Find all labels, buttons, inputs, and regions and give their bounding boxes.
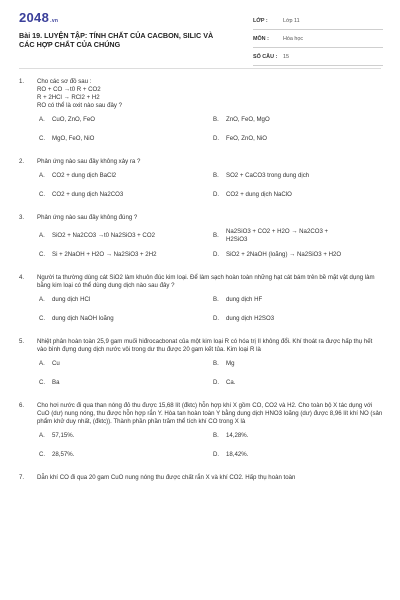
- question-text: Phản ứng nào sau đây không xảy ra ?: [37, 158, 141, 165]
- meta-class: [253, 15, 383, 30]
- question-1-options: [19, 116, 383, 154]
- question-4: [19, 274, 383, 290]
- question-number: 3.: [19, 214, 25, 221]
- question-6-options: [19, 432, 383, 470]
- meta-class-value: Lớp 11: [283, 18, 300, 24]
- question-6: [19, 402, 383, 426]
- option-a[interactable]: A. Cu: [39, 360, 60, 367]
- question-1: [19, 78, 383, 110]
- option-b[interactable]: B. 14,28%.: [213, 432, 249, 439]
- option-b[interactable]: B. Mg: [213, 360, 235, 367]
- meta-count: [253, 51, 383, 66]
- meta-count-label: SỐ CÂU :: [253, 54, 278, 60]
- question-number: 4.: [19, 274, 25, 281]
- question-text: Người ta thường dùng cát SiO2 làm khuôn đúc kim loại. Để làm sạch hoàn toàn những hạt cát bám trên bề mặt vật dụng làm bằng kim loại có thể dùng dung dịch nào sau đây ?: [37, 274, 375, 289]
- question-5-options: [19, 360, 383, 398]
- option-b[interactable]: B. SO2 + CaCO3 trong dung dịch: [213, 172, 310, 179]
- worksheet-header: [0, 0, 400, 64]
- option-a[interactable]: A. CuO, ZnO, FeO: [39, 116, 96, 123]
- option-d[interactable]: D. dung dịch H2SO3: [213, 315, 275, 322]
- question-2-options: [19, 172, 383, 210]
- option-d[interactable]: D. SiO2 + 2NaOH (loãng) → Na2SiO3 + H2O: [213, 251, 342, 258]
- option-c[interactable]: C. MgO, FeO, NiO: [39, 135, 95, 142]
- option-b[interactable]: B. Na2SiO3 + CO2 + H2O → Na2CO3 + H2SiO3: [213, 228, 329, 243]
- option-c[interactable]: C. CO2 + dung dịch Na2CO3: [39, 191, 124, 198]
- option-c[interactable]: C. dung dịch NaOH loãng: [39, 315, 114, 322]
- lesson-title: Bài 19. LUYỆN TẬP: TÍNH CHẤT CỦA CACBON, SILIC VÀ CÁC HỢP CHẤT CỦA CHÚNG: [19, 31, 214, 49]
- option-d[interactable]: D. Ca.: [213, 379, 236, 386]
- header-divider: [19, 68, 381, 69]
- option-d[interactable]: D. 18,42%.: [213, 451, 249, 458]
- option-b[interactable]: B. dung dịch HF: [213, 296, 263, 303]
- question-3: [19, 214, 383, 222]
- option-a[interactable]: A. SiO2 + Na2CO3 →t0 Na2SiO3 + CO2: [39, 232, 155, 239]
- question-list: [0, 78, 400, 482]
- option-c[interactable]: C. Si + 2NaOH + H2O → Na2SiO3 + 2H2: [39, 251, 157, 258]
- option-b[interactable]: B. ZnO, FeO, MgO: [213, 116, 270, 123]
- option-a[interactable]: A. 57,15%.: [39, 432, 75, 439]
- question-number: 6.: [19, 402, 25, 409]
- question-5: [19, 338, 383, 354]
- question-number: 1.: [19, 78, 25, 85]
- question-number: 2.: [19, 158, 25, 165]
- option-c[interactable]: C. 28,57%.: [39, 451, 75, 458]
- option-d[interactable]: D. FeO, ZnO, NiO: [213, 135, 267, 142]
- question-3-options: [19, 228, 383, 270]
- meta-count-value: 15: [283, 54, 289, 60]
- option-c[interactable]: C. Ba: [39, 379, 60, 386]
- site-logo[interactable]: 2048.vn: [19, 10, 59, 25]
- option-a[interactable]: A. dung dịch HCl: [39, 296, 91, 303]
- option-d[interactable]: D. CO2 + dung dịch NaClO: [213, 191, 292, 198]
- question-text: Cho các sơ đồ sau : RO + CO →t0 R + CO2 R + 2HCl → RCl2 + H2 RO có thể là oxit nào sau đây ?: [37, 78, 123, 109]
- meta-subject: [253, 33, 383, 48]
- meta-subject-label: MÔN :: [253, 36, 269, 42]
- question-4-options: [19, 296, 383, 334]
- question-text: Cho hơi nước đi qua than nóng đỏ thu được 15,68 lít (đktc) hỗn hợp khí X gồm CO, CO2 và H2. Cho toàn bộ X tác dụng với CuO (dư) nung nóng, thu được hỗn hợp rắn Y. Hòa tan hoàn toàn Y bằng dung dịch HNO3 loãng (dư) được 8,96 lít khí NO (sản phẩm khử duy nhất, (đktc)). Thành phần phần trăm thể tích khí CO trong X là: [37, 402, 383, 425]
- question-2: [19, 158, 383, 166]
- question-7: [19, 474, 383, 482]
- question-text: Dẫn khí CO đi qua 20 gam CuO nung nóng thu được chất rắn X và khí CO2. Hấp thụ hoàn toàn: [37, 474, 296, 481]
- question-number: 7.: [19, 474, 25, 481]
- question-text: Nhiệt phân hoàn toàn 25,9 gam muối hiđrocacbonat của một kim loại R có hóa trị II không đổi. Khí thoát ra được hấp thụ hết vào bình đựng dung dịch nước vôi trong dư thu được 20 gam kết tủa. Kim loại R là: [37, 338, 373, 353]
- meta-class-label: LỚP :: [253, 18, 268, 24]
- question-number: 5.: [19, 338, 25, 345]
- lesson-meta: [253, 15, 383, 69]
- question-text: Phản ứng nào sau đây không đúng ?: [37, 214, 138, 221]
- meta-subject-value: Hóa học: [283, 36, 304, 42]
- option-a[interactable]: A. CO2 + dung dịch BaCl2: [39, 172, 117, 179]
